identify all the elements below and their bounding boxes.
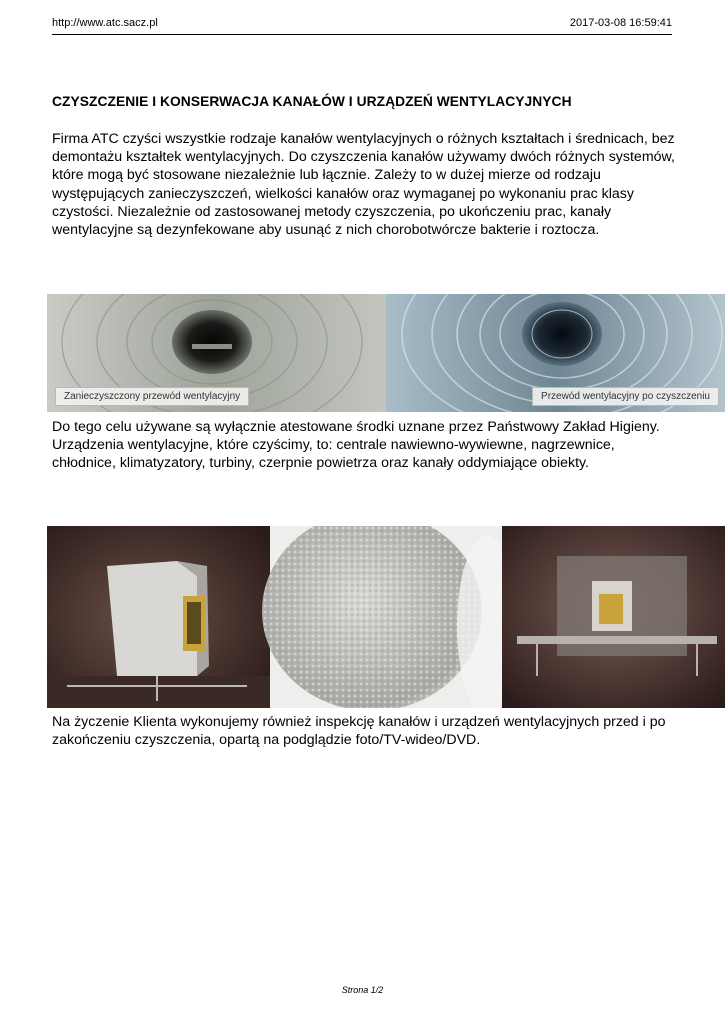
after-caption: Przewód wentylacyjny po czyszczeniu xyxy=(532,387,719,406)
equipment-photo-strip xyxy=(47,526,725,708)
header-datetime: 2017-03-08 16:59:41 xyxy=(569,17,672,29)
header-url[interactable]: http://www.atc.sacz.pl xyxy=(52,17,158,29)
header-divider xyxy=(52,34,672,35)
inspection-paragraph: Na życzenie Klienta wykonujemy również inspekcję kanałów i urządzeń wentylacyjnych przed i po zakończeniu czyszczenia, opartą na podglądzie foto/TV-wideo/DVD. xyxy=(52,714,666,749)
disinfection-paragraph: Do tego celu używane są wyłącznie atestowane środki uznane przez Państwowy Zakład Higieny. Urządzenia wentylacyjne, które czyścimy, to: centrale nawiewno-wywiewne, nagrzewnice, chłodnice, klimatyzatory, turbiny, czerpnie powietrza oraz kanały oddymiające obiekty. xyxy=(52,419,660,472)
duct-cleaning-photo xyxy=(47,294,725,412)
intro-paragraph: Firma ATC czyści wszystkie rodzaje kanałów wentylacyjnych o różnych kształtach i średnicach, bez demontażu kształtek wentylacyjnych. Do czyszczenia kanałów używamy dwóch różnych systemów, które mogą być stosowane niezależnie lub łącznie. Zależy to w dużej mierze od rodzaju występujących zanieczyszczeń, wielkości kanałów oraz wymaganej po wykonaniu prac klasy czystości. Niezależnie od zastosowanej metody czyszczenia, po ukończeniu prac, kanały wentylacyjne są dezynfekowane aby usunąć z nich chorobotwórcze bakterie i roztocza. xyxy=(52,131,675,239)
equipment-images xyxy=(47,526,725,708)
before-caption: Zanieczyszczony przewód wentylacyjny xyxy=(55,387,249,406)
page-number: Strona 1/2 xyxy=(341,985,384,995)
page-title: CZYSZCZENIE I KONSERWACJA KANAŁÓW I URZĄDZEŃ WENTYLACYJNYCH xyxy=(52,94,572,109)
